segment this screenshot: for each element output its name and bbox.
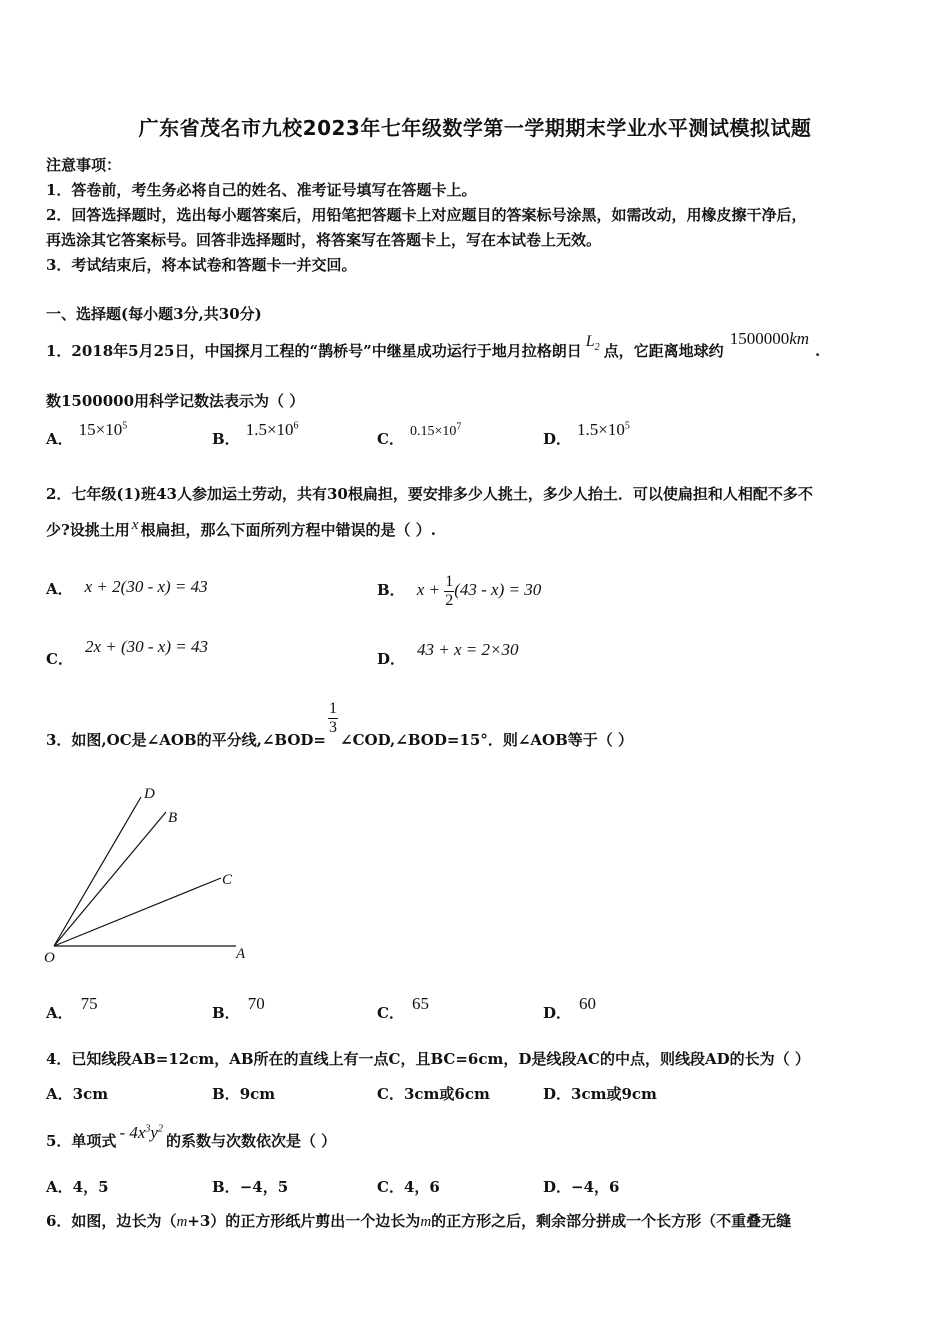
option-a[interactable]: A． x + 2(30 - x) = 43	[46, 577, 208, 598]
question-1-line1: 1．2018年5月25日，中国探月工程的“鹊桥号”中继星成功运行于地月拉格朗日$L_2$ 点，它距离地球约1500000km.	[46, 329, 821, 360]
option-a[interactable]: A．4，5	[46, 1178, 109, 1196]
notice-item: 再选涂其它答案标号。回答非选择题时，将答案写在答题卡上，写在本试卷上无效。	[46, 231, 602, 249]
section-heading: 一、选择题(每小题3分,共30分)	[46, 305, 262, 323]
option-b[interactable]: B．−4，5	[212, 1178, 289, 1196]
question-1-line2: 数1500000用科学记数法表示为（ ）	[46, 392, 305, 410]
question-3: 3．如图,OC是∠AOB的平分线,∠BOD= $\frac{1}{3}$ ∠COD,∠BOD=15°．则∠AOB等于（ ）	[46, 700, 633, 749]
ray-oc	[54, 878, 221, 946]
option-c[interactable]: C． $0.15\times 10^7$	[377, 421, 462, 448]
option-d[interactable]: D．3cm或9cm	[543, 1085, 657, 1103]
angle-figure	[40, 780, 260, 970]
option-b[interactable]: B．9cm	[212, 1085, 276, 1103]
option-b[interactable]: B． $1.5\times 10^6$	[212, 420, 299, 448]
option-c[interactable]: C． 65	[377, 994, 429, 1022]
option-a[interactable]: A． 75	[46, 994, 98, 1022]
ray-ob	[54, 812, 166, 946]
notice-item: 2．回答选择题时，选出每小题答案后，用铅笔把答题卡上对应题目的答案标号涂黑，如需改动，用橡皮擦干净后，	[46, 206, 807, 224]
question-2-line2: 少?设挑土用 x 根扁担，那么下面所列方程中错误的是（ ）.	[46, 517, 436, 539]
notice-item: 1．答卷前，考生务必将自己的姓名、准考证号填写在答题卡上。	[46, 181, 477, 199]
option-c[interactable]: C．4，6	[377, 1178, 440, 1196]
option-a[interactable]: A．3cm	[46, 1085, 109, 1103]
option-c[interactable]: C．3cm或6cm	[377, 1085, 490, 1103]
question-6: 6．如图，边长为（m+3）的正方形纸片剪出一个边长为m的正方形之后，剩余部分拼成一个长方形（不重叠无缝	[46, 1212, 792, 1230]
option-a[interactable]: A． $15\times 10^5$	[46, 420, 128, 448]
label-o: O	[44, 950, 55, 966]
notice-item: 3．考试结束后，将本试卷和答题卡一并交回。	[46, 256, 357, 274]
label-b: B	[168, 810, 178, 826]
option-b[interactable]: B． 70	[212, 994, 265, 1022]
option-d[interactable]: D． $1.5\times 10^5$	[543, 420, 630, 448]
option-c[interactable]: C．2x + (30 - x) = 43	[46, 637, 208, 668]
label-c: C	[222, 872, 233, 888]
option-d[interactable]: D．−4，6	[543, 1178, 620, 1196]
option-d[interactable]: D． 43 + x = 2×30	[377, 640, 519, 668]
label-a: A	[236, 946, 246, 962]
ray-od	[54, 797, 141, 946]
question-5: 5．单项式 - $4x^3y^2$的系数与次数依次是（ ）	[46, 1123, 337, 1150]
question-4: 4．已知线段AB=12cm，AB所在的直线上有一点C，且BC=6cm，D是线段AC的中点，则线段AD的长为（ ）	[46, 1050, 810, 1068]
option-b[interactable]: B． x + $\frac{1}{2}$ (43 - x) = 30	[377, 572, 542, 609]
question-2-line1: 2．七年级(1)班43人参加运土劳动，共有30根扁担，要安排多少人挑土，多少人抬土．可以使扁担和人相配不多不	[46, 485, 813, 503]
label-d: D	[144, 786, 155, 802]
option-d[interactable]: D． 60	[543, 994, 597, 1022]
notice-heading: 注意事项：	[46, 156, 122, 174]
page-title: 广东省茂名市九校2023年七年级数学第一学期期末学业水平测试模拟试题	[138, 116, 812, 140]
